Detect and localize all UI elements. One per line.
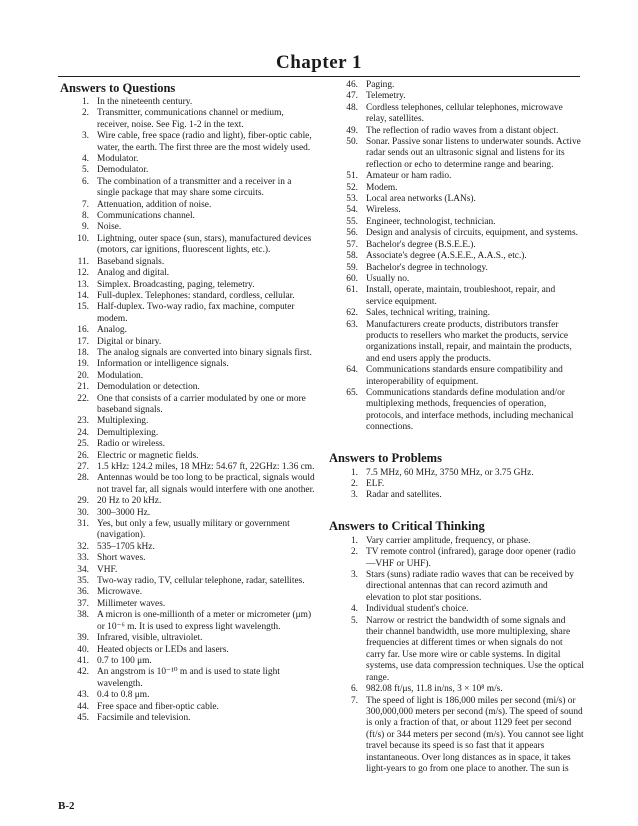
item-number: 8.	[81, 211, 89, 222]
item-text: Noise.	[97, 222, 122, 233]
item-text: Communications standards ensure compatibility and interoperability of equipment.	[366, 365, 563, 387]
item-number: 18.	[77, 347, 89, 358]
item-text: In the nineteenth century.	[97, 97, 193, 107]
list-item	[334, 684, 584, 695]
item-number: 59.	[346, 262, 358, 273]
list-item	[65, 565, 315, 576]
item-number: 26.	[77, 450, 89, 461]
list-item	[65, 439, 315, 450]
item-number: 29.	[77, 496, 89, 507]
item-number: 55.	[346, 216, 358, 227]
section-title-critical-thinking: Answers to Critical Thinking	[329, 518, 485, 533]
list-item	[65, 587, 315, 598]
item-number: 16.	[77, 325, 89, 336]
item-text: TV remote control (infrared), garage door opener (radio—VHF or UHF).	[366, 547, 576, 569]
list-item	[65, 200, 315, 211]
list-item	[65, 348, 315, 359]
item-text: Demodulation or detection.	[97, 382, 200, 393]
item-text: 20 Hz to 20 kHz.	[97, 496, 162, 507]
item-text: Narrow or restrict the bandwidth of some signals and their channel bandwidth, use more multiplexing, share frequencies at different times or when signals do not carry far. Use more wire or cable systems. In digital systems, use data compression techniques. Use the optical range.	[366, 615, 584, 683]
item-text: Short waves.	[97, 553, 146, 564]
item-number: 33.	[77, 553, 89, 564]
item-text: ELF.	[366, 479, 385, 489]
item-text: Lightning, outer space (sun, stars), manufactured devices (motors, car ignitions, fluorescent lights, etc.).	[97, 233, 312, 256]
item-text: Stars (suns) radiate radio waves that can be received by directional antennas that can record azimuth and elevation to plot star positions.	[366, 570, 574, 603]
list-item	[334, 194, 584, 205]
list-item	[65, 325, 315, 336]
item-number: 63.	[346, 319, 358, 330]
item-number: 3.	[81, 131, 89, 142]
list-item	[65, 633, 315, 644]
item-text: Simplex. Broadcasting, paging, telemetry.	[97, 279, 255, 290]
item-number: 36.	[77, 587, 89, 598]
item-number: 5.	[350, 615, 358, 626]
item-text: 0.4 to 0.8 μm.	[97, 690, 150, 701]
list-item	[65, 702, 315, 713]
list-item	[65, 416, 315, 427]
list-item	[65, 428, 315, 439]
list-item	[65, 131, 315, 154]
item-number: 39.	[77, 633, 89, 644]
item-text: Millimeter waves.	[97, 598, 166, 609]
item-number: 7.	[350, 695, 358, 706]
list-item	[65, 656, 315, 667]
item-text: Sonar. Passive sonar listens to underwater sounds. Active radar sends out an ultrasonic signal and listens for its reflection or echo to determine range and bearing.	[366, 137, 581, 170]
list-item	[334, 80, 584, 91]
item-number: 22.	[77, 393, 89, 404]
list-item	[65, 268, 315, 279]
item-text: The speed of light is 186,000 miles per second (mi/s) or 300,000,000 meters per second (m/s). The speed of sound is only a fraction of that, or about 1129 feet per second (ft/s) or 344 meters per second (m/s). You cannot see light travel because its speed is so fast that it appears instantaneous. Over long distances as in space, it takes light-years to go from one place to another. The sun is	[366, 695, 584, 774]
item-number: 43.	[77, 690, 89, 701]
item-number: 2.	[350, 479, 358, 489]
list-item	[334, 365, 584, 388]
list-item	[65, 222, 315, 233]
item-number: 62.	[346, 308, 358, 319]
list-item	[334, 137, 584, 171]
item-text: Half-duplex. Two-way radio, fax machine, computer modem.	[97, 302, 295, 324]
item-text: VHF.	[97, 564, 118, 575]
item-text: Wireless.	[366, 205, 401, 216]
list-item	[65, 508, 315, 519]
item-number: 1.	[350, 467, 358, 478]
item-number: 54.	[346, 205, 358, 216]
item-text: Radio or wireless.	[97, 439, 165, 450]
item-number: 17.	[77, 336, 89, 347]
list-item	[334, 570, 584, 604]
item-text: Two-way radio, TV, cellular telephone, radar, satellites.	[97, 576, 305, 587]
item-text: Demultiplexing.	[97, 427, 159, 438]
list-item	[334, 285, 584, 308]
item-text: Modem.	[366, 182, 398, 193]
item-number: 50.	[346, 137, 358, 148]
item-text: Sales, technical writing, training.	[366, 308, 490, 319]
list-item	[334, 468, 584, 479]
list-item	[334, 126, 584, 137]
item-text: Manufacturers create products, distributors transfer products to resellers who market the products, service organizations install, repair, and maintain the products, and end users apply the products.	[366, 319, 572, 364]
list-item	[65, 97, 315, 108]
item-number: 11.	[77, 256, 89, 267]
item-text: Individual student's choice.	[366, 604, 469, 615]
list-item	[334, 547, 584, 570]
item-number: 31.	[77, 519, 89, 530]
item-number: 2.	[350, 547, 358, 558]
item-number: 57.	[346, 239, 358, 250]
list-item	[334, 251, 584, 262]
item-text: Modulation.	[97, 370, 144, 381]
questions-list	[65, 97, 315, 724]
item-text: Amateur or ham radio.	[366, 171, 452, 182]
list-item	[65, 177, 315, 200]
item-text: Local area networks (LANs).	[366, 194, 476, 205]
item-number: 53.	[346, 194, 358, 205]
list-item	[65, 359, 315, 370]
item-text: Free space and fiber-optic cable.	[97, 701, 219, 712]
item-text: Design and analysis of circuits, equipment, and systems.	[366, 228, 578, 239]
item-text: An angstrom is 10⁻¹⁰ m and is used to state light wavelength.	[97, 667, 280, 689]
list-item	[334, 320, 584, 366]
critical-thinking-list	[334, 536, 584, 776]
item-text: Digital or binary.	[97, 336, 162, 347]
item-number: 23.	[77, 416, 89, 427]
item-number: 9.	[81, 222, 89, 233]
chapter-title: Chapter 1	[276, 52, 362, 73]
item-text: 7.5 MHz, 60 MHz, 3750 MHz, or 3.75 GHz.	[366, 467, 534, 478]
list-item	[65, 496, 315, 507]
item-text: 300–3000 Hz.	[97, 507, 151, 518]
item-number: 65.	[346, 387, 358, 398]
item-number: 30.	[77, 507, 89, 518]
item-number: 6.	[81, 176, 89, 187]
list-item	[334, 604, 584, 615]
item-number: 14.	[77, 290, 89, 301]
list-item	[65, 394, 315, 417]
item-text: One that consists of a carrier modulated by one or more baseband signals.	[97, 393, 306, 415]
section-title-problems: Answers to Problems	[329, 450, 442, 465]
questions-list-continued	[334, 80, 584, 434]
item-number: 1.	[350, 535, 358, 546]
item-number: 2.	[81, 108, 89, 119]
item-number: 15.	[77, 302, 89, 313]
list-item	[334, 103, 584, 126]
list-item	[334, 171, 584, 182]
section-title-questions: Answers to Questions	[60, 81, 176, 95]
item-text: Attenuation, addition of noise.	[97, 199, 212, 210]
item-text: 0.7 to 100 μm.	[97, 655, 152, 666]
item-text: Analog.	[97, 325, 127, 336]
item-text: Install, operate, maintain, troubleshoot, repair, and service equipment.	[366, 285, 556, 307]
list-item	[65, 211, 315, 222]
list-item	[65, 337, 315, 348]
list-item	[65, 610, 315, 633]
item-number: 28.	[77, 473, 89, 484]
item-text: Telemetry.	[366, 91, 406, 102]
item-text: Transmitter, communications channel or medium, receiver, noise. See Fig. 1-2 in the text.	[97, 108, 284, 130]
list-item	[65, 542, 315, 553]
item-number: 64.	[346, 365, 358, 376]
list-item	[65, 451, 315, 462]
item-text: 535–1705 kHz.	[97, 541, 155, 552]
list-item	[65, 576, 315, 587]
list-item	[65, 690, 315, 701]
list-item	[65, 154, 315, 165]
item-number: 1.	[81, 97, 89, 107]
list-item	[65, 165, 315, 176]
item-text: Information or intelligence signals.	[97, 359, 229, 370]
item-text: 982.08 ft/μs, 11.8 in/ns, 3 × 10⁸ m/s.	[366, 684, 503, 695]
list-item	[334, 388, 584, 434]
list-item	[334, 228, 584, 239]
list-item	[65, 667, 315, 690]
list-item	[65, 291, 315, 302]
item-text: Demodulator.	[97, 165, 149, 176]
item-number: 61.	[346, 285, 358, 296]
item-text: Microwave.	[97, 587, 143, 598]
item-number: 46.	[346, 80, 358, 90]
list-item	[65, 473, 315, 496]
list-item	[65, 599, 315, 610]
item-text: Cordless telephones, cellular telephones, microwave relay, satellites.	[366, 102, 563, 125]
item-text: 1.5 kHz: 124.2 miles, 18 MHz: 54.67 ft, 22GHz: 1.36 cm.	[97, 462, 315, 472]
list-item	[334, 696, 584, 776]
item-text: Full-duplex. Telephones: standard, cordless, cellular.	[97, 290, 295, 301]
item-number: 37.	[77, 598, 89, 609]
item-number: 32.	[77, 541, 89, 552]
item-text: Communications standards define modulation and/or multiplexing methods, frequencies of operation, protocols, and interface methods, including mechanical connections.	[366, 387, 574, 433]
item-text: Multiplexing.	[97, 416, 149, 427]
item-number: 24.	[77, 427, 89, 438]
item-number: 3.	[350, 570, 358, 581]
item-number: 3.	[350, 490, 358, 501]
item-number: 6.	[350, 684, 358, 695]
item-number: 20.	[77, 370, 89, 381]
item-number: 4.	[81, 154, 89, 165]
item-number: 19.	[77, 359, 89, 370]
header-rule	[58, 76, 580, 77]
item-number: 52.	[346, 182, 358, 193]
list-item	[65, 713, 315, 724]
item-text: The analog signals are converted into binary signals first.	[97, 347, 312, 358]
list-item	[334, 274, 584, 285]
list-item	[65, 371, 315, 382]
item-text: Yes, but only a few, usually military or government (navigation).	[97, 519, 290, 541]
item-number: 7.	[81, 199, 89, 210]
list-item	[334, 240, 584, 251]
item-number: 44.	[77, 701, 89, 712]
list-item	[65, 280, 315, 291]
list-item	[65, 519, 315, 542]
item-text: Infrared, visible, ultraviolet.	[97, 633, 203, 644]
item-number: 25.	[77, 439, 89, 450]
item-number: 35.	[77, 576, 89, 587]
item-text: Radar and satellites.	[366, 490, 442, 501]
list-item	[65, 108, 315, 131]
list-item	[334, 263, 584, 274]
item-number: 45.	[77, 712, 89, 723]
item-number: 12.	[77, 268, 89, 279]
list-item	[65, 234, 315, 257]
problems-list	[334, 468, 584, 502]
item-text: Bachelor's degree (B.S.E.E.).	[366, 239, 476, 250]
item-text: Analog and digital.	[97, 268, 170, 279]
list-item	[334, 91, 584, 102]
item-number: 21.	[77, 382, 89, 393]
list-item	[65, 382, 315, 393]
item-number: 5.	[81, 165, 89, 176]
list-item	[65, 645, 315, 656]
item-number: 13.	[77, 279, 89, 290]
list-item	[334, 308, 584, 319]
list-item	[334, 490, 584, 501]
list-item	[334, 183, 584, 194]
item-text: Baseband signals.	[97, 256, 165, 267]
item-text: The combination of a transmitter and a receiver in a single package that may share some circuits.	[97, 176, 292, 199]
item-number: 58.	[346, 251, 358, 262]
list-item	[65, 257, 315, 268]
list-item	[65, 462, 315, 473]
item-number: 42.	[77, 667, 89, 678]
item-text: Communications channel.	[97, 211, 195, 222]
item-text: Wire cable, free space (radio and light), fiber-optic cable, water, the earth. The first three are the most widely used.	[97, 131, 312, 153]
list-item	[334, 205, 584, 216]
item-number: 49.	[346, 125, 358, 136]
item-number: 4.	[350, 604, 358, 615]
list-item	[334, 217, 584, 228]
list-item	[65, 302, 315, 325]
item-number: 56.	[346, 228, 358, 239]
list-item	[334, 616, 584, 684]
item-number: 47.	[346, 91, 358, 102]
list-item	[334, 479, 584, 490]
item-text: Vary carrier amplitude, frequency, or phase.	[366, 535, 531, 546]
item-number: 10.	[77, 233, 89, 244]
item-text: Electric or magnetic fields.	[97, 450, 199, 461]
item-number: 40.	[77, 644, 89, 655]
item-text: Paging.	[366, 80, 395, 90]
list-item	[65, 553, 315, 564]
list-item	[334, 536, 584, 547]
item-text: Facsimile and television.	[97, 712, 191, 723]
item-text: Engineer, technologist, technician.	[366, 216, 496, 227]
item-text: Usually no.	[366, 273, 410, 284]
item-text: A micron is one-millionth of a meter or micrometer (μm) or 10⁻⁶ m. It is used to express light wavelength.	[97, 610, 312, 632]
item-number: 48.	[346, 102, 358, 113]
item-number: 41.	[77, 655, 89, 666]
item-text: Associate's degree (A.S.E.E., A.A.S., etc.).	[366, 251, 527, 262]
item-number: 34.	[77, 564, 89, 575]
item-text: Modulator.	[97, 154, 139, 165]
item-number: 38.	[77, 610, 89, 621]
left-column	[60, 80, 315, 724]
item-text: Bachelor's degree in technology.	[366, 262, 488, 273]
item-number: 51.	[346, 171, 358, 182]
right-column	[329, 80, 584, 775]
item-number: 60.	[346, 273, 358, 284]
item-text: Antennas would be too long to be practical, signals would not travel far, all signals would interfere with one another.	[97, 473, 315, 495]
item-text: The reflection of radio waves from a distant object.	[366, 125, 559, 136]
page-number: B-2	[58, 800, 75, 812]
item-text: Heated objects or LEDs and lasers.	[97, 644, 229, 655]
item-number: 27.	[77, 462, 89, 472]
